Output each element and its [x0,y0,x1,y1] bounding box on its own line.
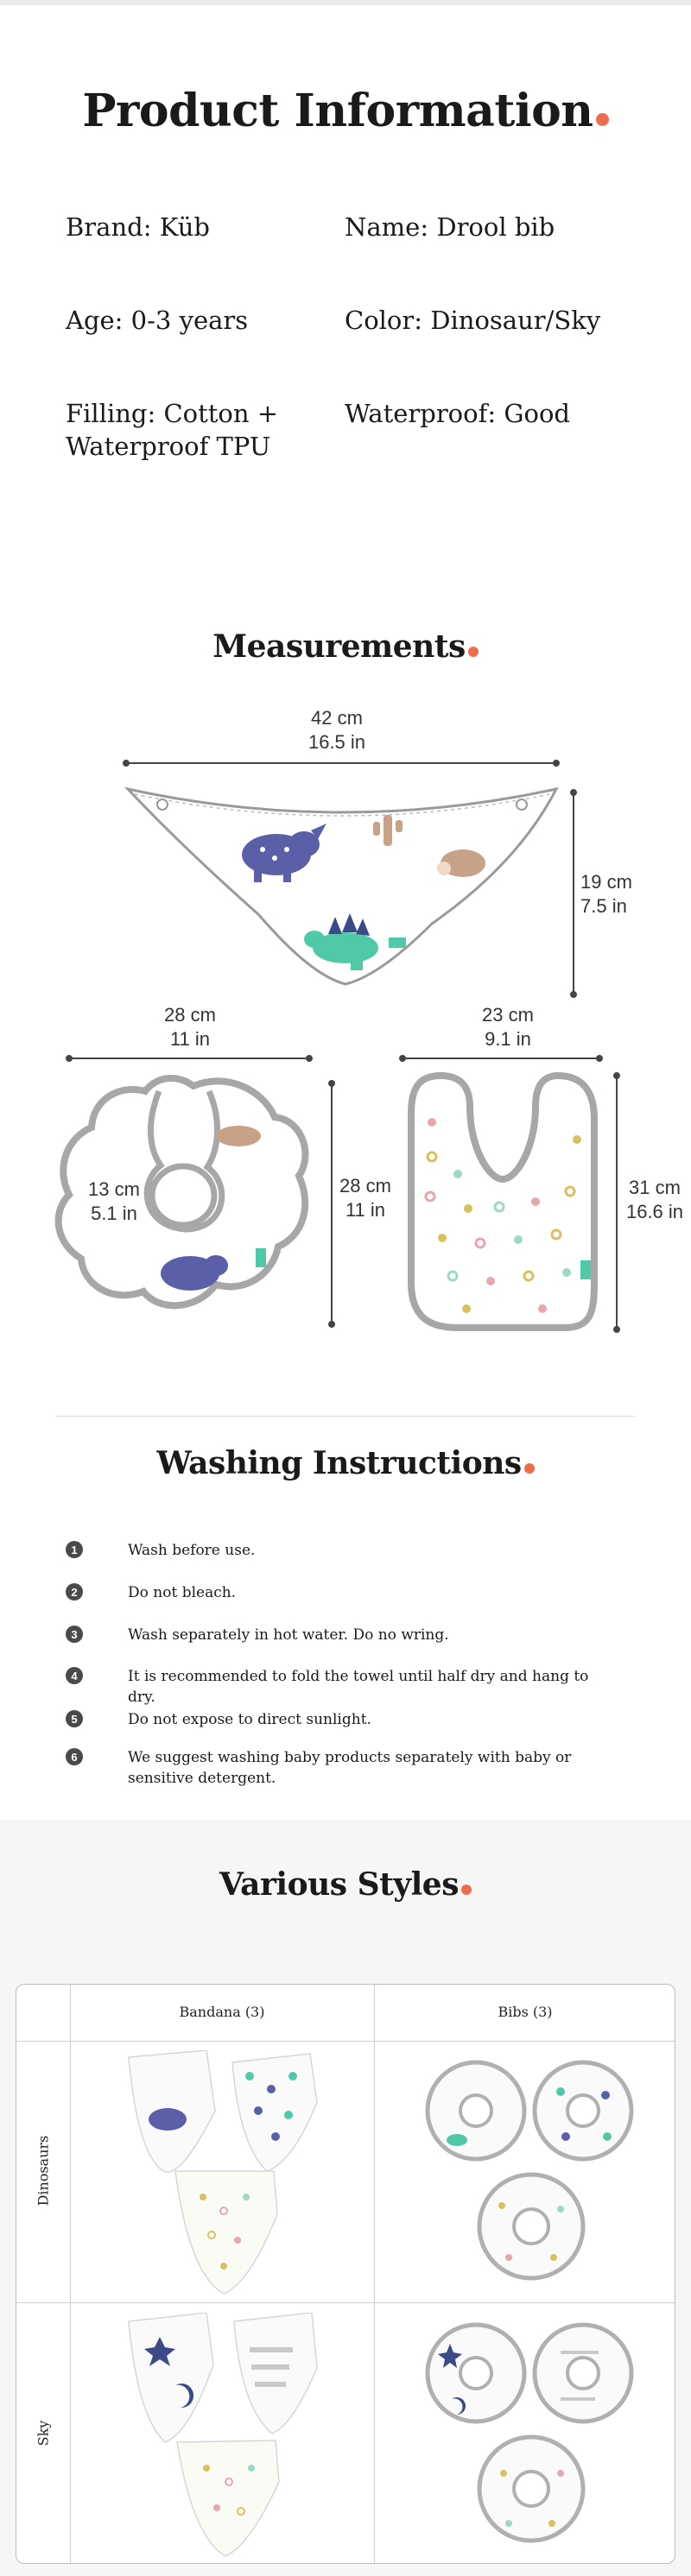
round-bib-neck-in: 5.1 in [91,1203,137,1224]
age-spec: Age: 0-3 years [66,306,249,335]
accent-dot [461,1885,472,1895]
step-number-badge: 2 [66,1583,83,1601]
washing-item [66,1709,601,1730]
column-header-bibs: Bibs (3) [498,2004,553,2020]
styles-table [16,1984,675,2564]
bandana-height-cm: 19 cm [580,871,632,893]
grid-line [16,2041,675,2042]
bandana-width-label [285,706,389,754]
round-bib-height-cm: 28 cm [339,1175,391,1196]
round-bib-height-in: 11 in [345,1199,386,1221]
bandana-height-label [580,870,667,919]
classic-bib-width-cm: 23 cm [482,1004,534,1026]
washing-item [66,1582,601,1603]
various-styles-title: Various Styles [0,1866,691,1903]
washing-text: Do not expose to direct sunlight. [128,1711,371,1728]
round-bib-height-label [333,1174,397,1222]
sky-bibs-photo [422,2320,647,2553]
dinosaur-bandanas-photo [120,2050,327,2301]
washing-item [66,1747,601,1789]
section-divider [55,1416,636,1417]
classic-bib-width-in: 9.1 in [485,1028,531,1050]
row-header-dinosaurs: Dinosaurs [35,2135,52,2207]
step-number-badge: 6 [66,1748,83,1765]
color-spec: Color: Dinosaur/Sky [345,306,601,335]
washing-text: It is recommended to fold the towel until half dry and hang to dry. [128,1668,589,1706]
washing-item [66,1625,601,1645]
row-header-sky: Sky [35,2420,52,2447]
waterproof-spec: Waterproof: Good [345,399,570,428]
round-bib-width-label [138,1003,242,1051]
product-info-title: Product Information [0,85,691,137]
round-bib-neck-cm: 13 cm [88,1178,140,1200]
classic-bib-height-cm: 31 cm [629,1177,681,1198]
step-number-badge: 3 [66,1626,83,1643]
round-bib-width-in: 11 in [169,1028,211,1050]
classic-bib-height-in: 16.6 in [625,1201,684,1222]
classic-bib-height-label [618,1176,691,1224]
brand-spec: Brand: Küb [66,212,210,242]
round-bib-width-cm: 28 cm [164,1004,216,1026]
washing-text: Wash before use. [128,1542,256,1559]
bandana-width-cm: 42 cm [311,707,363,729]
bandana-width-in: 16.5 in [307,731,366,753]
measurements-title: Measurements [0,628,691,665]
filling-line-1: Filling: Cotton + [66,399,279,428]
sky-bandanas-photo [120,2313,327,2563]
accent-dot [524,1463,535,1474]
dinosaur-bibs-photo [422,2057,647,2290]
grid-line [70,1985,71,2564]
washing-item [66,1666,601,1708]
name-spec: Name: Drool bib [345,212,555,242]
washing-text: We suggest washing baby products separately with baby or sensitive detergent. [128,1749,572,1787]
column-header-bandana: Bandana (3) [179,2004,265,2020]
classic-bib-width-label [456,1003,560,1051]
grid-line [374,1985,375,2564]
filling-line-2: Waterproof TPU [66,432,271,461]
classic-bib-illustration [411,1076,594,1328]
step-number-badge: 4 [66,1667,83,1684]
bandana-height-in: 7.5 in [580,895,627,917]
washing-text: Do not bleach. [128,1584,237,1601]
washing-item [66,1540,601,1561]
step-number-badge: 5 [66,1710,83,1727]
round-bib-neck-label [73,1178,155,1226]
grid-line [16,2302,675,2303]
bandana-illustration [128,789,556,984]
washing-text: Wash separately in hot water. Do no wring. [128,1626,449,1644]
washing-instructions-title: Washing Instructions [0,1445,691,1481]
step-number-badge: 1 [66,1541,83,1558]
